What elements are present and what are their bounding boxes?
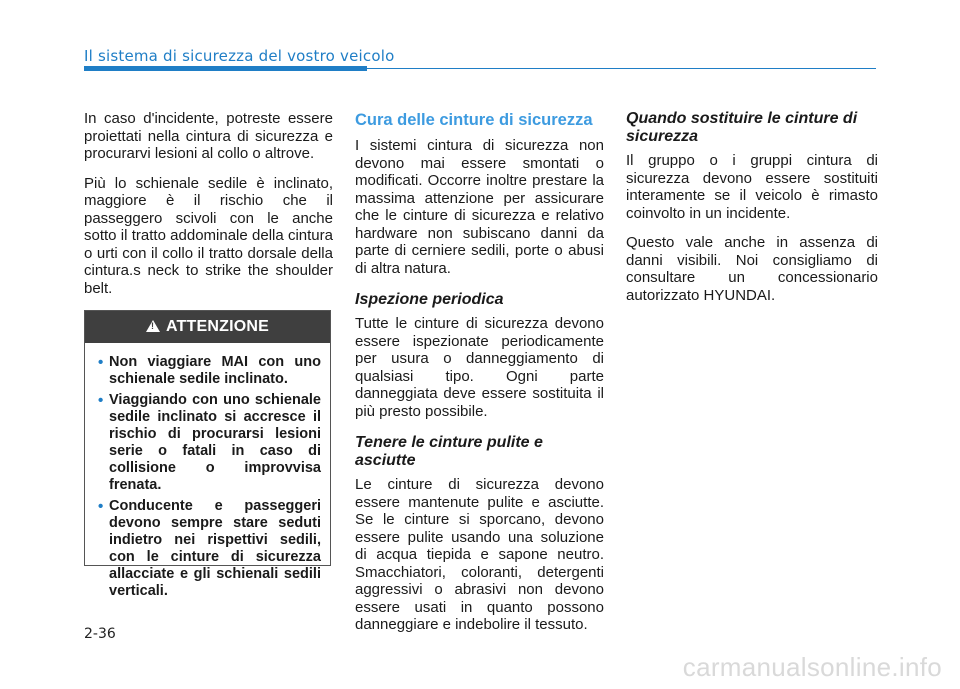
warning-box xyxy=(84,310,331,599)
watermark: carmanualsonline.info xyxy=(682,652,942,682)
warning-header xyxy=(85,311,330,343)
subheading-inspection: Ispezione periodica xyxy=(355,291,504,308)
warning-item: • Viaggiando con uno schienale sedile inclinato si accresce il rischio di procurarsi lesioni serie o fatali in caso di collisione o improvvisa frenata. xyxy=(99,392,321,494)
subheading-clean-dry: Tenere le cinture pulite e asciutte xyxy=(355,434,543,469)
left-paragraph-1: In caso d'incidente, potreste essere proiettati nella cintura di sicurezza e procurarvi lesioni al collo o altrove. xyxy=(84,110,333,162)
middle-paragraph-2: Tutte le cinture di sicurezza devono essere ispezionate periodicamente per usura o danneggiamento di qualsiasi tipo. Ogni parte danneggiata deve essere sostituita il più presto possibile. xyxy=(355,315,604,420)
page-number: 2-36 xyxy=(84,626,116,642)
header-rule-thick xyxy=(84,66,367,71)
warning-triangle-icon xyxy=(146,320,160,332)
right-paragraph-2: Questo vale anche in assenza di danni visibili. Noi consigliamo di consultare un concessionario autorizzato HYUNDAI. xyxy=(626,234,878,304)
middle-paragraph-3: Le cinture di sicurezza devono essere mantenute pulite e asciutte. Se le cinture si sporcano, devono essere pulite usando una soluzione di acqua tiepida e sapone neutro. Smacchiatori, coloranti, detergenti aggressivi o abrasivi non devono essere usati in quanto possono danneggiare e indebolire il tessuto. xyxy=(355,476,604,633)
middle-paragraph-1: I sistemi cintura di sicurezza non devono mai essere smontati o modificati. Occorre inoltre prestare la massima attenzione per assicurare che le cinture di sicurezza e relativo hardware non subiscano danni da parte di cerniere sedili, porte o abusi di altra natura. xyxy=(355,137,604,277)
middle-column xyxy=(355,110,604,646)
warning-item: • Conducente e passeggeri devono sempre stare seduti indietro nei rispettivi sedili, con le cinture di sicurezza allacciate e gli schienali sedili verticali. xyxy=(99,498,321,600)
section-heading: Cura delle cinture di sicurezza xyxy=(355,111,593,129)
section-title: Il sistema di sicurezza del vostro veicolo xyxy=(84,47,395,65)
subheading-replace: Quando sostituire le cinture di sicurezza xyxy=(626,110,858,145)
warning-list xyxy=(85,343,330,600)
warning-item: • Non viaggiare MAI con uno schienale sedile inclinato. xyxy=(99,354,321,388)
left-paragraph-2: Più lo schienale sedile è inclinato, maggiore è il rischio che il passeggero scivoli con le anche sotto il tratto addominale della cintura o urti con il collo il tratto dorsale della cintura.s neck to strike the shoulder belt. xyxy=(84,174,333,297)
left-column xyxy=(84,110,333,309)
right-column xyxy=(626,110,878,316)
header-rule-thin xyxy=(367,68,876,69)
warning-title: ATTENZIONE xyxy=(165,318,270,335)
right-paragraph-1: Il gruppo o i gruppi cintura di sicurezza devono essere sostituiti interamente se il veicolo è rimasto coinvolto in un incidente. xyxy=(626,152,878,222)
